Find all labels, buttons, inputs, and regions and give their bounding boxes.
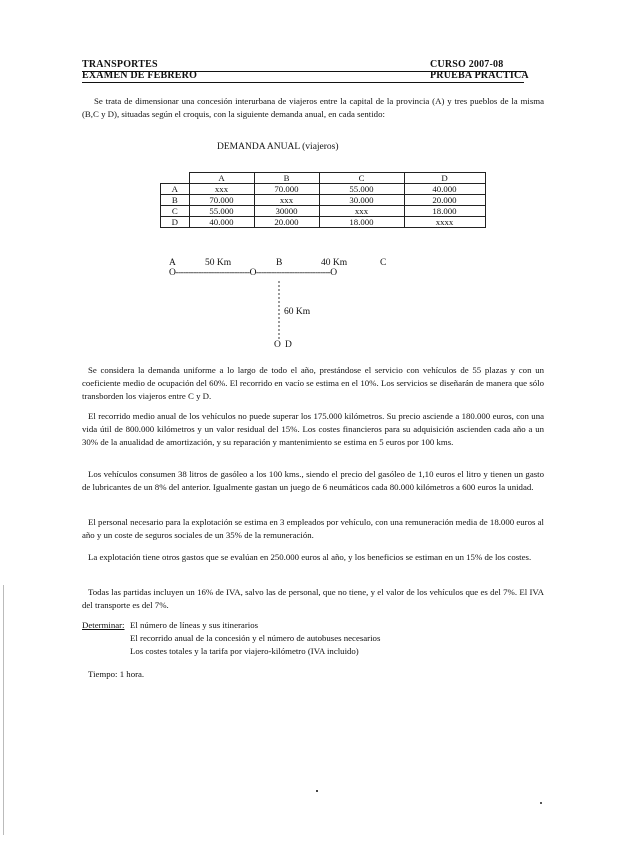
row-header: A xyxy=(161,184,190,195)
table-cell: xxx xyxy=(319,206,404,217)
column-header: B xyxy=(254,173,319,184)
scan-edge-line xyxy=(3,585,4,835)
table-cell: xxxx xyxy=(404,217,485,228)
row-header: D xyxy=(161,217,190,228)
table-cell: 55.000 xyxy=(189,206,254,217)
row-header: B xyxy=(161,195,190,206)
table-cell: xxx xyxy=(254,195,319,206)
table-cell: 70.000 xyxy=(254,184,319,195)
course-label: CURSO 2007-08 xyxy=(430,59,504,70)
table-cell: 18.000 xyxy=(319,217,404,228)
time-label: Tiempo: 1 hora. xyxy=(88,669,145,679)
node-b-label: B xyxy=(276,258,283,268)
paragraph-fuel: Los vehículos consumen 38 litros de gasóleo a los 100 kms., siendo el precio del gasóleo de 1,10 euros el litro y tienen un gasto de lubricantes de un 8% del anterior. Igualmente gastan un juego de 6 neumáticos cada 80.000 kilómetros a 600 euros la unidad. xyxy=(82,469,544,492)
table-cell: 40.000 xyxy=(404,184,485,195)
determine-item-3: Los costes totales y la tarifa por viajero-kilómetro (IVA incluido) xyxy=(130,646,359,656)
table-cell: 70.000 xyxy=(189,195,254,206)
table-cell: 20.000 xyxy=(404,195,485,206)
node-d-mark: O xyxy=(274,340,281,350)
table-row xyxy=(161,195,486,206)
paragraph-personnel: El personal necesario para la explotación se estima en 3 empleados por vehículo, con una remuneración media de 18.000 euros al año y un coste de seguros sociales de un 35% de la remuneración. xyxy=(82,517,544,540)
table-header-row xyxy=(161,173,486,184)
table-cell: 30000 xyxy=(254,206,319,217)
table-cell: 40.000 xyxy=(189,217,254,228)
demand-table-title: DEMANDA ANUAL (viajeros) xyxy=(217,142,339,152)
paragraph-demand: Se considera la demanda uniforme a lo largo de todo el año, prestándose el servicio con vehículos de 55 plazas y con un coeficiente medio de ocupación del 60%. El recorrido en vacío se estima en el 10%. Los servicios se diseñarán de manera que sólo transborden los viajeros entre C y D. xyxy=(82,365,544,401)
column-header: D xyxy=(404,173,485,184)
table-cell: 55.000 xyxy=(319,184,404,195)
table-row xyxy=(161,217,486,228)
row-header: C xyxy=(161,206,190,217)
demand-table xyxy=(160,172,486,228)
route-line-a-c: O-----------------------------O-----------------------------O xyxy=(169,268,337,278)
table-corner xyxy=(161,173,190,184)
exam-title: EXAMEN DE FEBRERO xyxy=(82,70,198,81)
header-rule-bottom xyxy=(82,82,524,83)
intro-paragraph: Se trata de dimensionar una concesión interurbana de viajeros entre la capital de la provincia (A) y tres pueblos de la misma (B,C y D), situadas según el croquis, con la siguiente demanda anual, en cada sentido: xyxy=(82,96,544,119)
determine-item-2: El recorrido anual de la concesión y el número de autobuses necesarios xyxy=(130,633,381,643)
test-type-label: PRUEBA PRACTICA xyxy=(430,70,529,81)
distance-bc-label: 40 Km xyxy=(321,258,348,268)
column-header: A xyxy=(189,173,254,184)
paragraph-vat: Todas las partidas incluyen un 16% de IVA, salvo las de personal, que no tiene, y el valor de los vehículos que es del 7%. El IVA del transporte es del 7%. xyxy=(82,587,544,610)
node-c-label: C xyxy=(380,258,387,268)
table-row xyxy=(161,206,486,217)
distance-bd-label: 60 Km xyxy=(284,307,311,317)
node-d-label: D xyxy=(285,340,292,350)
table-cell: 30.000 xyxy=(319,195,404,206)
table-cell: xxx xyxy=(189,184,254,195)
paragraph-vehicles: El recorrido medio anual de los vehículos no puede superar los 175.000 kilómetros. Su precio asciende a 180.000 euros, con una vida útil de 800.000 kilómetros y un valor residual del 15%. Los costes financieros para su adquisición ascienden cada año a un 30% de la anualidad de amortización, y su reparación y mantenimiento se estima en 5 euros por 100 kms. xyxy=(82,411,544,447)
scan-speck xyxy=(540,802,542,804)
table-cell: 18.000 xyxy=(404,206,485,217)
determine-item-1: El número de líneas y sus itinerarios xyxy=(130,620,259,630)
subject-title: TRANSPORTES xyxy=(82,59,158,70)
distance-ab-label: 50 Km xyxy=(205,258,232,268)
table-row xyxy=(161,184,486,195)
paragraph-other-costs: La explotación tiene otros gastos que se evalúan en 250.000 euros al año, y los beneficios se estiman en un 15% de los costes. xyxy=(88,552,532,562)
column-header: C xyxy=(319,173,404,184)
scan-speck xyxy=(316,790,318,792)
node-a-label: A xyxy=(169,258,176,268)
route-line-b-d xyxy=(276,281,282,341)
determine-label: Determinar: xyxy=(82,620,125,630)
table-cell: 20.000 xyxy=(254,217,319,228)
